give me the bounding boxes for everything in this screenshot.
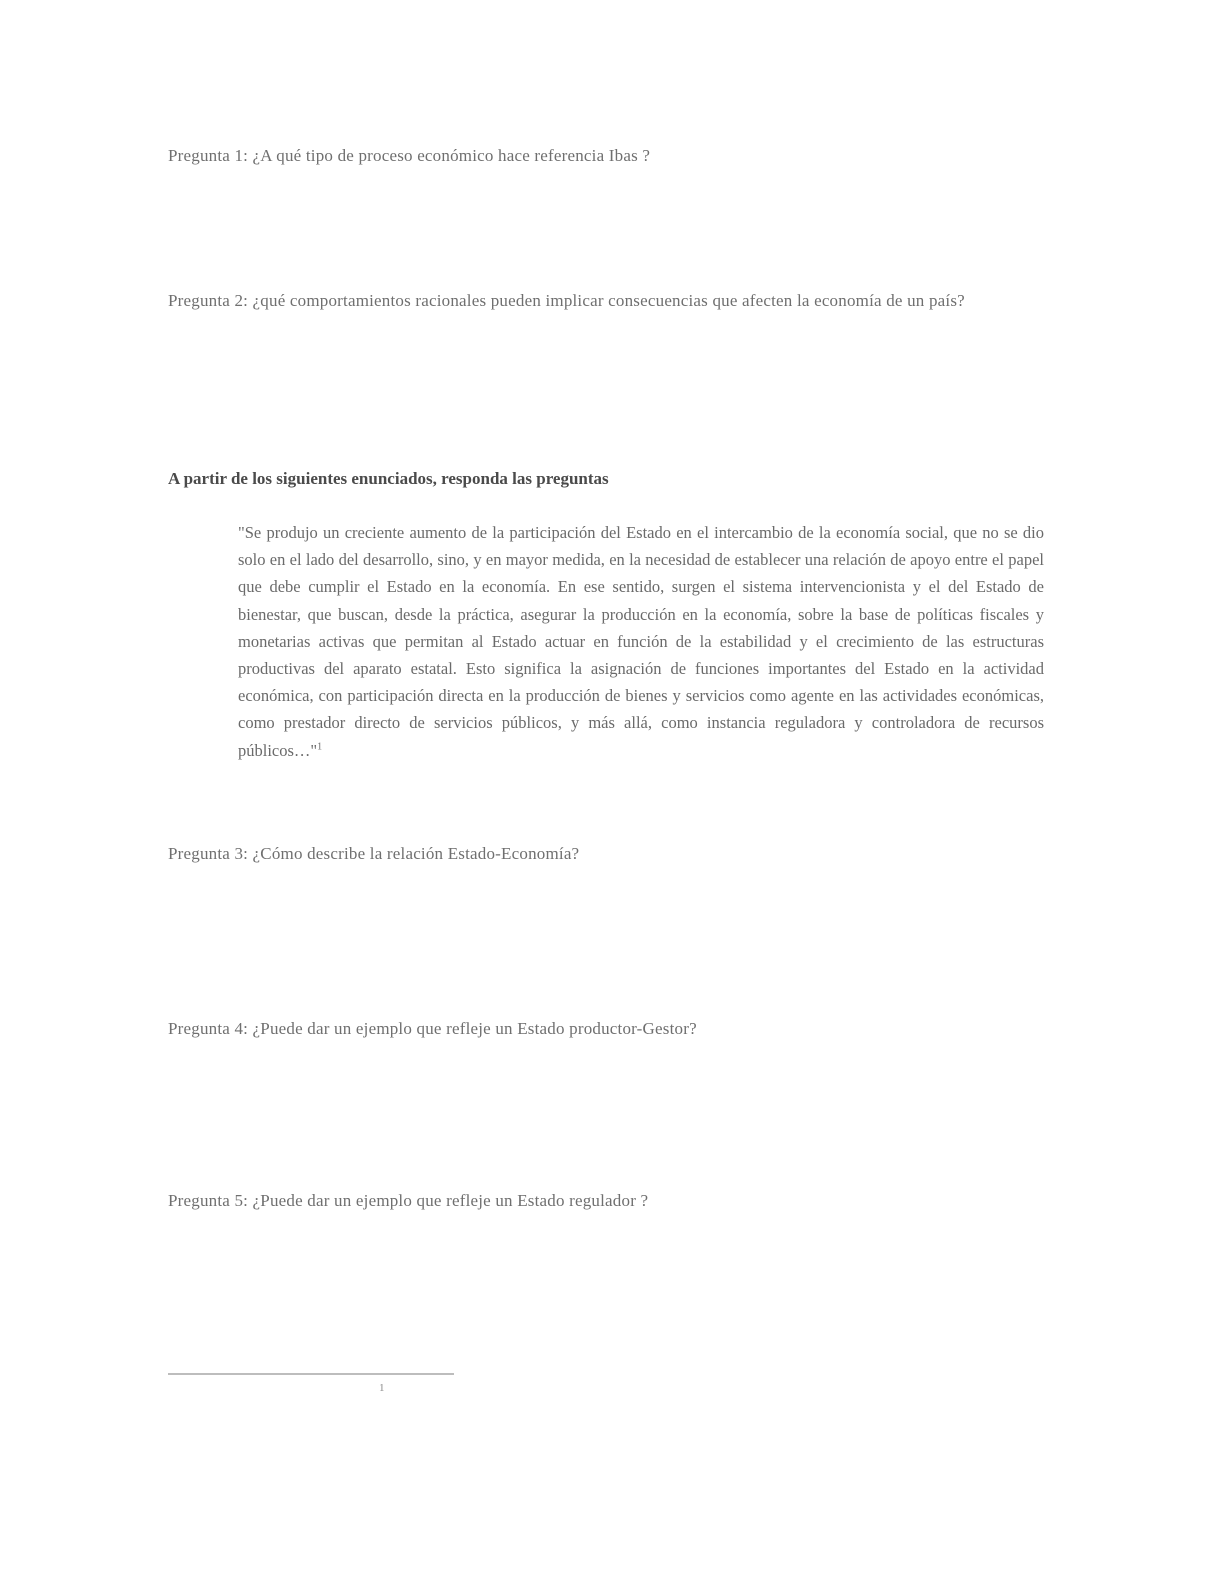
quote-block bbox=[238, 519, 1044, 764]
question-3: Pregunta 3: ¿Cómo describe la relación Estado-Economía? bbox=[168, 844, 580, 863]
question-1: Pregunta 1: ¿A qué tipo de proceso económico hace referencia Ibas ? bbox=[168, 146, 651, 165]
question-4: Pregunta 4: ¿Puede dar un ejemplo que refleje un Estado productor-Gestor? bbox=[168, 1019, 697, 1038]
question-5: Pregunta 5: ¿Puede dar un ejemplo que refleje un Estado regulador ? bbox=[168, 1191, 649, 1210]
footnote bbox=[379, 1381, 385, 1395]
instruction-heading: A partir de los siguientes enunciados, responda las preguntas bbox=[168, 469, 609, 488]
footnote-marker: 1 bbox=[379, 1382, 385, 1394]
quote-text: "Se produjo un creciente aumento de la participación del Estado en el intercambio de la economía social, que no se dio solo en el lado del desarrollo, sino, y en mayor medida, en la necesidad de establecer una relación de apoyo entre el papel que debe cumplir el Estado en la economía. En ese sentido, surgen el sistema intervencionista y el del Estado de bienestar, que buscan, desde la práctica, asegurar la producción en la economía, sobre la base de políticas fiscales y monetarias activas que permitan al Estado actuar en función de la estabilidad y el crecimiento de las estructuras productivas del aparato estatal. Esto significa la asignación de funciones importantes del Estado en la actividad económica, con participación directa en la producción de bienes y servicios como agente en las actividades económicas, como prestador directo de servicios públicos, y más allá, como instancia reguladora y controladora de recursos públicos…" bbox=[238, 523, 1044, 760]
question-2: Pregunta 2: ¿qué comportamientos racionales pueden implicar consecuencias que afecten la economía de un país? bbox=[168, 291, 965, 310]
footnote-separator bbox=[168, 1373, 454, 1375]
footnote-reference: 1 bbox=[317, 741, 323, 753]
